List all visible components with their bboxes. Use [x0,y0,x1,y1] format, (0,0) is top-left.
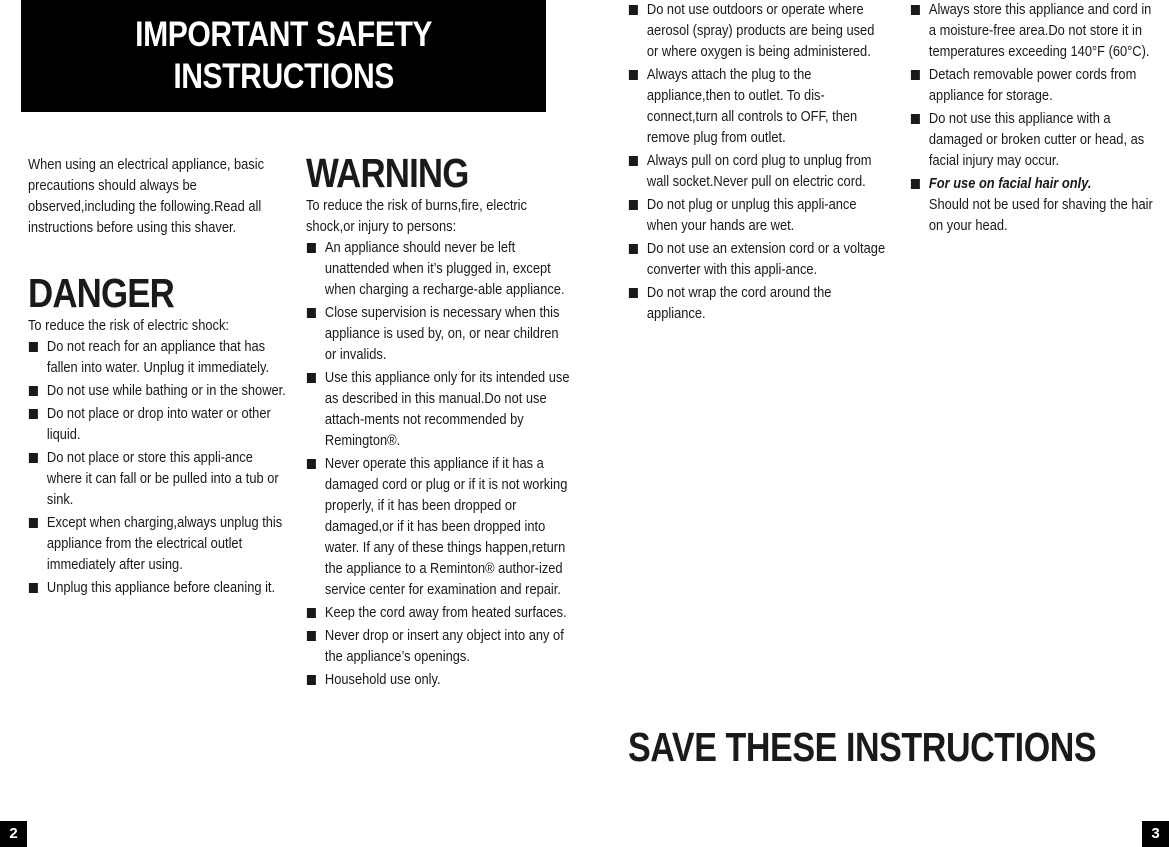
warning-subheading: To reduce the risk of burns,fire, electric shock,or injury to persons: [306,198,527,235]
bullet-square-icon [29,342,38,352]
left-page [0,0,584,847]
page-number-right: 3 [1142,821,1169,847]
list-item: Except when charging,always unplug this appliance from the electrical outlet immediately after using. [28,513,291,576]
danger-section [28,270,290,601]
list-item: Always attach the plug to the appliance,then to outlet. To dis-connect,turn all controls to OFF, then remove plug from outlet. [628,65,887,149]
page-number-left: 2 [0,821,27,847]
bullet-square-icon [307,243,316,253]
intro-text [28,155,293,239]
bullet-square-icon [29,386,38,396]
bullet-square-icon [911,5,920,15]
list-item: Always pull on cord plug to unplug from wall socket.Never pull on electric cord. [628,151,887,193]
bullet-square-icon [629,244,638,254]
bullet-square-icon [307,308,316,318]
bullet-square-icon [911,70,920,80]
right-column-1 [628,0,890,327]
list-item: Always store this appliance and cord in a moisture-free area.Do not store it in temperatures exceeding 140°F (60°C). [910,0,1155,63]
bullet-square-icon [307,631,316,641]
title-banner [21,0,546,112]
right-list-2 [910,0,1155,237]
bullet-square-icon [29,518,38,528]
bullet-square-icon [911,114,920,124]
danger-subheading: To reduce the risk of electric shock: [28,318,229,334]
bullet-square-icon [911,179,920,189]
list-item: Do not use while bathing or in the shower. [28,381,291,402]
right-list-1 [628,0,887,325]
warning-body [306,196,572,691]
list-item: Do not use outdoors or operate where aerosol (spray) products are being used or where oxygen is being administered. [628,0,887,63]
bullet-square-icon [307,459,316,469]
warning-list [306,238,572,691]
intro-paragraph: When using an electrical appliance, basic precautions should always be observed,including the following.Read all instructions before using this shaver. [28,157,265,236]
list-item: Close supervision is necessary when this appliance is used by, on, or near children or invalids. [306,303,572,366]
danger-body [28,316,291,599]
list-item: Household use only. [306,670,572,691]
list-item: Do not use this appliance with a damaged or broken cutter or head, as facial injury may occur. [910,109,1155,172]
bullet-square-icon [29,453,38,463]
list-item: Unplug this appliance before cleaning it. [28,578,291,599]
right-column-2 [910,0,1169,239]
facial-hair-text: Should not be used for shaving the hair on your head. [928,197,1153,234]
bullet-square-icon [629,288,638,298]
bullet-square-icon [29,409,38,419]
list-item: Keep the cord away from heated surfaces. [306,603,572,624]
bullet-square-icon [307,373,316,383]
warning-section [306,150,576,693]
warning-heading: WARNING [306,150,469,196]
list-item: Never operate this appliance if it has a damaged cord or plug or if it is not working properly, if it has been dropped or damaged,or if it has been dropped into water. If any of these things happen,return the appliance to a Reminton® author-ized service center for examination and repair. [306,454,572,601]
page-title: IMPORTANT SAFETY INSTRUCTIONS [135,15,432,96]
bullet-square-icon [29,583,38,593]
save-instructions-heading: SAVE THESE INSTRUCTIONS [628,724,1097,770]
list-item: An appliance should never be left unattended when it’s plugged in, except when charging a recharge-able appliance. [306,238,572,301]
list-item: Never drop or insert any object into any of the appliance’s openings. [306,626,572,668]
list-item: Detach removable power cords from appliance for storage. [910,65,1155,107]
facial-hair-bold: For use on facial hair only. [928,176,1092,192]
list-item: Use this appliance only for its intended use as described in this manual.Do not use attach-ments not recommended by Remington®. [306,368,572,452]
list-item: Do not place or store this appli-ance where it can fall or be pulled into a tub or sink. [28,448,291,511]
bullet-square-icon [629,200,638,210]
right-page [585,0,1169,847]
bullet-square-icon [307,675,316,685]
list-item: Do not reach for an appliance that has fallen into water. Unplug it immediately. [28,337,291,379]
bullet-square-icon [629,156,638,166]
list-item: Do not place or drop into water or other liquid. [28,404,291,446]
danger-heading: DANGER [28,270,174,316]
bullet-square-icon [629,5,638,15]
danger-list [28,337,291,599]
list-item: Do not use an extension cord or a voltage converter with this appli-ance. [628,239,887,281]
list-item: Do not wrap the cord around the appliance. [628,283,887,325]
list-item [910,174,1155,237]
list-item: Do not plug or unplug this appli-ance when your hands are wet. [628,195,887,237]
bullet-square-icon [307,608,316,618]
bullet-square-icon [629,70,638,80]
